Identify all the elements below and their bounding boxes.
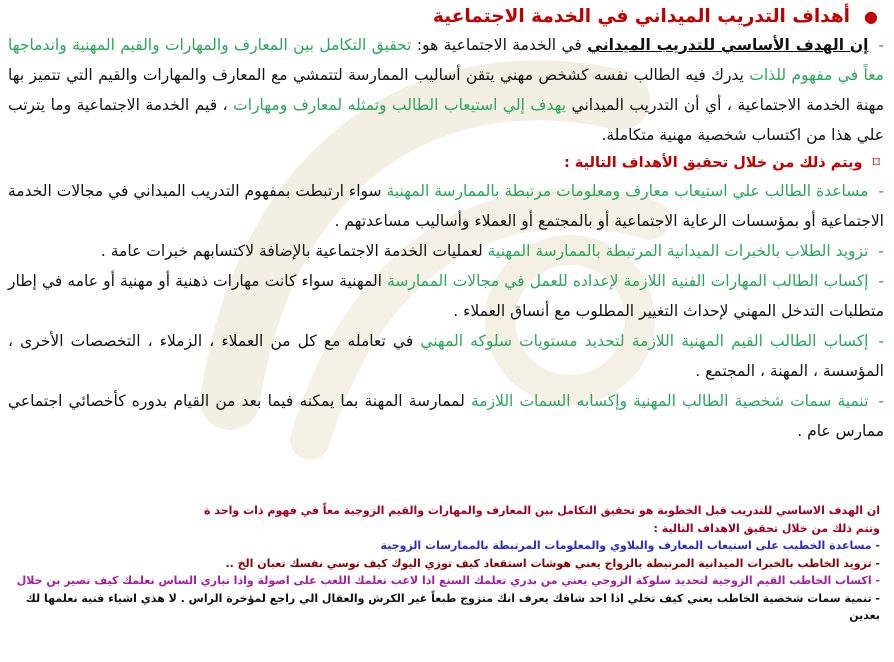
intro-text-2: ، قيم الخدمة الاجتماعية وما يترتب علي هذا من اكتساب شخصية مهنية متكاملة. bbox=[8, 96, 884, 144]
dash-icon: - bbox=[878, 242, 884, 260]
dash-icon: - bbox=[878, 36, 884, 54]
annotation-notes bbox=[8, 502, 880, 625]
intro-paragraph bbox=[8, 30, 884, 150]
dash-icon: - bbox=[878, 272, 885, 290]
document-body bbox=[8, 4, 884, 446]
bullet-icon: ● bbox=[864, 7, 878, 26]
intro-text-1: يدرك فيه الطالب نفسه كشخص مهني يتقن أساليب الممارسة لتتمشي مع المعارف والمهارات والقيم التي تتميز بها مهنة الخدمة الاجتماعية ، أي أن التدريب الميداني bbox=[8, 66, 885, 114]
dash-icon: - bbox=[878, 392, 884, 410]
dash-icon: - bbox=[878, 182, 884, 200]
note-line: وتتم ذلك من خلال تحقيق الاهداف التالية : bbox=[653, 521, 880, 535]
goal-item bbox=[8, 266, 884, 326]
goal-text: لممارسة المهنة بما يمكنه فيما بعد من القيام بدوره كأخصائي اجتماعي ممارس عام . bbox=[8, 392, 884, 440]
goal-highlight: إكساب الطالب المهارات الفنية اللازمة لإعداده للعمل في مجالات الممارسة bbox=[387, 272, 869, 290]
goal-highlight: تنمية سمات شخصية الطالب المهنية وإكسابه السمات اللازمة bbox=[470, 392, 869, 410]
goal-text: لعمليات الخدمة الاجتماعية بالإضافة لاكتسابهم خبرات عامة . bbox=[100, 242, 488, 260]
goal-item bbox=[8, 386, 884, 446]
star-bullet-icon: ⌑ bbox=[872, 155, 880, 171]
goal-highlight: تزويد الطلاب بالخبرات الميدانية المرتبطة بالممارسة المهنية bbox=[487, 242, 869, 260]
intro-mid: في الخدمة الاجتماعية هو: bbox=[411, 36, 588, 54]
goal-item bbox=[8, 176, 884, 236]
subheading-text: ويتم ذلك من خلال تحقيق الأهداف التالية : bbox=[563, 155, 863, 171]
goal-item bbox=[8, 326, 884, 386]
dash-icon: - bbox=[878, 332, 884, 350]
heading-text: أهداف التدريب الميداني في الخدمة الاجتماعية bbox=[432, 6, 851, 27]
note-line: - اكساب الخاطب القيم الزوجية لتحديد سلوكة الزوجي يعني من بدري تعلمك السنع اذا لاعب تعلمك اللعب على اصولة واذا تباري الساس نعلمك كيف تصير بن حلال bbox=[16, 574, 880, 587]
goal-item bbox=[8, 236, 884, 266]
goal-highlight: إكساب الطالب القيم المهنية اللازمة لتحديد مستويات سلوكه المهني bbox=[420, 332, 869, 350]
note-line: - تنمية سمات شخصية الخاطب يعني كيف تخلي اذا احد شافك يعرف انك متزوج طبعاً غير الكرش والعقال الي راجع لمؤخرة الراس . لا هذي اشياء فنية نعلمها لك بعدين bbox=[25, 591, 880, 622]
intro-highlight-2: يهدف إلي استيعاب الطالب وتمثله لمعارف ومهارات bbox=[233, 96, 567, 114]
note-line: ان الهدف الاساسي للتدريب قبل الخطوبة هو تحقيق التكامل بين المعارف والمهارات والقيم الزوجية معاً في فهوم ذات واحد ة bbox=[204, 504, 880, 517]
note-line: - مساعدة الخطيب على استيعاب المعارف والبلاوي والمعلومات المرتبطة بالممارسات الزوجية bbox=[380, 539, 880, 552]
note-line: - تزويد الخاطب بالخبرات الميدانية المرتبطة بالزواج يعني هوشات استقعاد كيف توزي اليوك كيف توسي نفسك تعبان الخ .. bbox=[225, 556, 880, 570]
goal-highlight: مساعدة الطالب علي استيعاب معارف ومعلومات مرتبطة بالممارسة المهنية bbox=[386, 182, 869, 200]
goal-text: المهنية سواء كانت مهارات ذهنية أو مهنية أو عامه في إطار متطلبات التدخل المهني لإحداث التغيير المطلوب مع أنساق العملاء . bbox=[8, 272, 884, 320]
section-heading bbox=[8, 4, 878, 30]
intro-lead: إن الهدف الأساسي للتدريب الميداني bbox=[587, 36, 869, 54]
goals-subheading bbox=[8, 150, 880, 176]
goal-text: في تعامله مع كل من العملاء ، الزملاء ، التخصصات الأخرى ، المؤسسة ، المهنة ، المجتمع . bbox=[8, 332, 884, 380]
intro-highlight-1: تحقيق التكامل بين المعارف والمهارات والقيم المهنية واندماجها معاً في مفهوم للذات bbox=[8, 36, 884, 84]
goal-text: سواء ارتبطت بمفهوم التدريب الميداني في مجالات الخدمة الاجتماعية أو بمؤسسات الرعاية الاجتماعية أو بالمجتمع أو العملاء وأساليب مساعدتهم . bbox=[8, 182, 884, 230]
